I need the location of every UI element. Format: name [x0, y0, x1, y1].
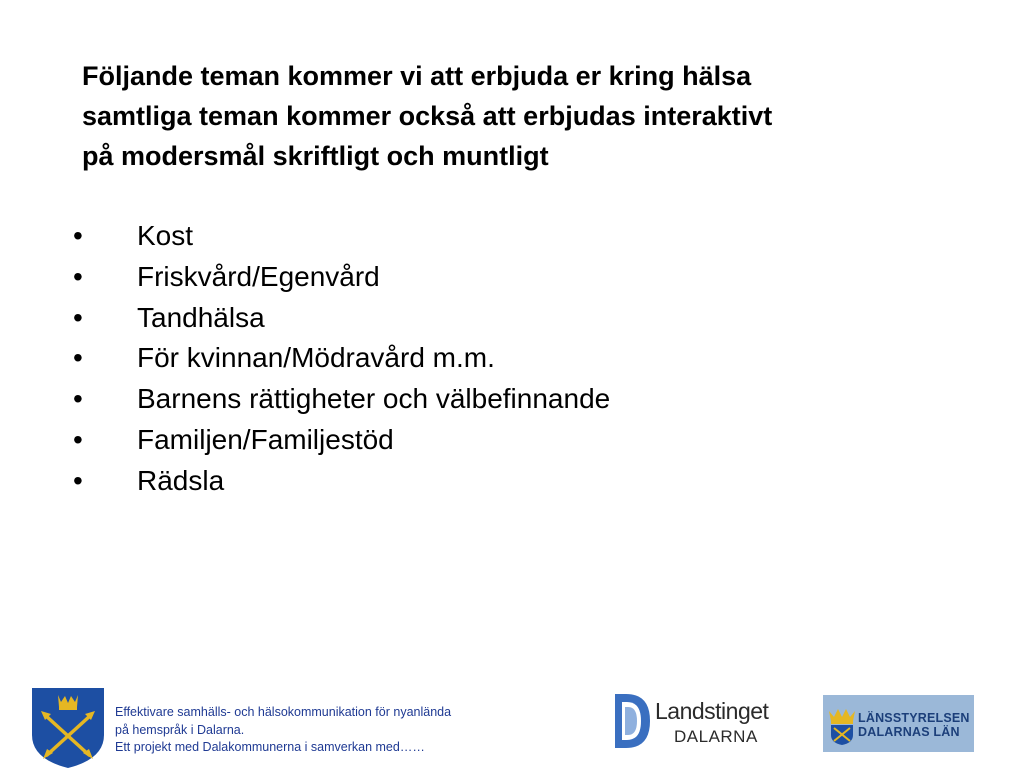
list-item-label: Tandhälsa — [137, 301, 265, 333]
bullet-marker: • — [73, 423, 83, 455]
footer — [0, 680, 1024, 768]
list-item-label: Rädsla — [137, 464, 225, 496]
bullet-marker: • — [73, 342, 83, 374]
project-description — [115, 704, 451, 757]
bullet-marker: • — [73, 464, 83, 496]
lansstyrelsen-line: LÄNSSTYRELSEN — [858, 711, 970, 725]
dalarna-coat-of-arms-icon — [31, 687, 105, 768]
list-item — [70, 216, 610, 257]
heading-line: på modersmål skriftligt och muntligt — [82, 141, 549, 171]
project-line: på hemspråk i Dalarna. — [115, 722, 245, 737]
list-item — [70, 461, 610, 502]
list-item — [70, 298, 610, 339]
list-item — [70, 420, 610, 461]
list-item-label: För kvinnan/Mödravård m.m. — [137, 342, 495, 374]
list-item — [70, 338, 610, 379]
bullet-marker: • — [73, 301, 83, 333]
list-item-label: Kost — [137, 220, 194, 251]
list-item-label: Barnens rättigheter och välbefinnande — [137, 383, 611, 415]
lansstyrelsen-crown-icon — [825, 703, 859, 745]
slide-heading — [82, 56, 982, 176]
project-line: Effektivare samhälls- och hälsokommunikation för nyanlända — [115, 705, 452, 719]
bullet-marker: • — [73, 260, 83, 292]
landstinget-region: DALARNA — [674, 727, 758, 746]
bullet-marker: • — [73, 220, 83, 251]
lansstyrelsen-name — [858, 711, 970, 739]
lansstyrelsen-line: DALARNAS LÄN — [858, 725, 960, 739]
heading-line: samtliga teman kommer också att erbjudas interaktivt — [82, 101, 773, 131]
project-line: Ett projekt med Dalakommunerna i samverkan med…… — [115, 740, 425, 754]
heading-line: Följande teman kommer vi att erbjuda er kring hälsa — [82, 61, 752, 91]
bullet-marker: • — [73, 383, 83, 415]
landstinget-name: Landstinget — [655, 698, 769, 724]
list-item — [70, 379, 610, 420]
list-item-label: Familjen/Familjestöd — [137, 423, 394, 455]
list-item-label: Friskvård/Egenvård — [137, 260, 380, 292]
topic-list — [70, 216, 610, 502]
list-item — [70, 257, 610, 298]
